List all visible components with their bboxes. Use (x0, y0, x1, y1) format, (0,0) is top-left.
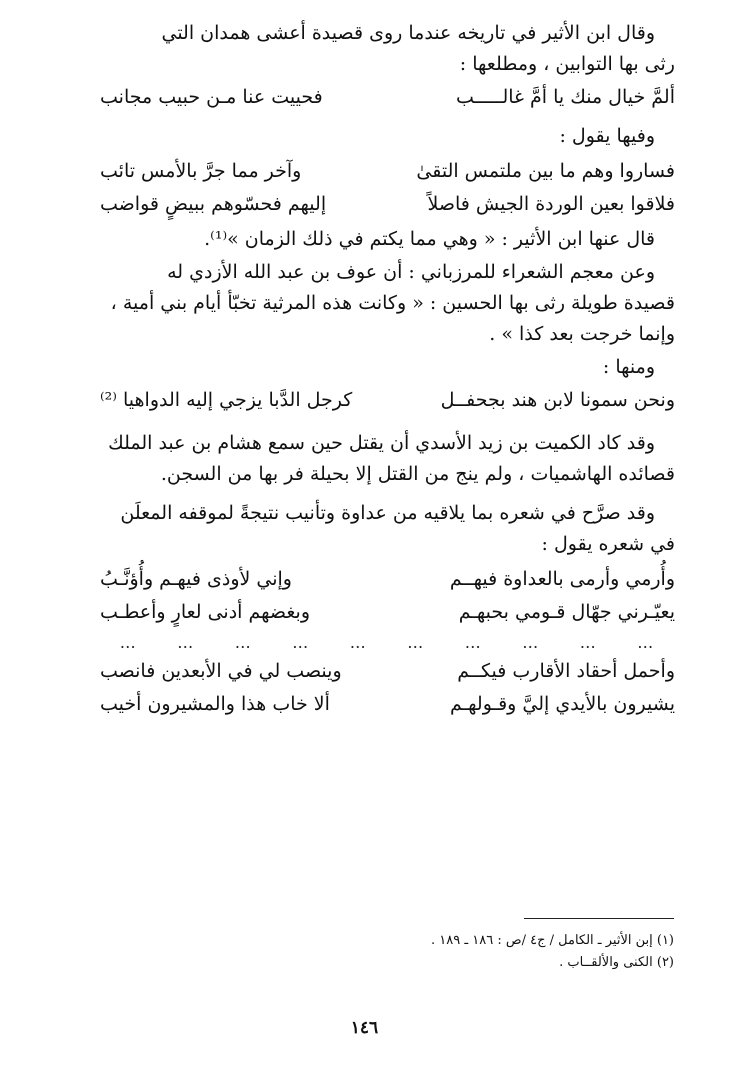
minha-text (100, 352, 675, 383)
paragraph-kumayt-line-2: قصائده الهاشميات ، ولم ينج من القتل إلا بحيلة فر بها من السجن. (160, 463, 675, 485)
paragraph-declaration-line-2: في شعره يقول : (541, 533, 675, 555)
verse-line (100, 82, 675, 113)
verse-second-hemistich: كرجل الدَّبا يزجي إليه الدواهيا ⁽²⁾ (100, 389, 353, 411)
verse-first-hemistich: وأُرمي وأرمى بالعداوة فيهــم (449, 568, 675, 590)
minha-label: ومنها : (602, 356, 655, 378)
paragraph-declaration (100, 498, 675, 560)
intro-paragraph (100, 18, 675, 80)
paragraph-marzubani-line-3: وإنما خرجت بعد كذا » . (489, 323, 675, 345)
page-number: ١٤٦ (350, 1018, 379, 1038)
intro-line-1: وقال ابن الأثير في تاريخه عندما روى قصيدة أعشى همدان التي (161, 22, 655, 44)
verse-group-4 (100, 564, 675, 720)
verse-second-hemistich: وإني لأوذى فيهـم وأُؤنَّـبُ (100, 568, 292, 590)
wafiha-label: وفيها يقول : (559, 125, 655, 147)
ellipsis: … (407, 633, 426, 652)
paragraph-kumayt (100, 428, 675, 490)
verse-first-hemistich: ونحن سمونا لابن هند بجحفــل (440, 389, 675, 411)
paragraph-ibn-athir (100, 224, 675, 255)
footnote-separator (524, 918, 674, 919)
verse-line (100, 156, 675, 187)
footnotes (254, 930, 674, 974)
paragraph-marzubani (100, 257, 675, 350)
verse-line (100, 656, 675, 687)
ellipsis-row (100, 630, 675, 656)
ellipsis: … (637, 633, 656, 652)
verse-second-hemistich: وبغضهم أدنى لعارٍ وأعطـب (100, 601, 311, 623)
paragraph-marzubani-line-1: وعن معجم الشعراء للمرزباني : أن عوف بن عبد الله الأزدي له (167, 261, 655, 283)
verse-first-hemistich: وأحمل أحقاد الأقارب فيكــم (457, 660, 675, 682)
verse-line (100, 597, 675, 628)
verse-group-2 (100, 156, 675, 220)
verse-first-hemistich: فلاقوا بعين الوردة الجيش فاصلاً (427, 193, 675, 215)
wafiha-text (100, 121, 675, 152)
verse-line (100, 189, 675, 220)
verse-line (100, 385, 675, 416)
footnote-1: (١) إبن الأثير ـ الكامل / ج٤ /ص : ١٨٦ ـ ١٨٩ . (430, 933, 674, 948)
verse-second-hemistich: فحييت عنا مـن حبيب مجانب (100, 86, 323, 108)
verse-second-hemistich: وينصب لي في الأبعدين فانصب (100, 660, 342, 682)
verse-second-hemistich: إليهم فحسّوهم ببيضٍ قواضب (100, 193, 327, 215)
verse-second-hemistich: وآخر مما جرَّ بالأمس تائب (100, 160, 302, 182)
verse-line (100, 689, 675, 720)
verse-first-hemistich: يشيرون بالأيدي إليَّ وقـولهـم (449, 693, 675, 715)
paragraph-ibn-athir-text: قال عنها ابن الأثير : « وهي مما يكتم في ذلك الزمان »⁽¹⁾. (204, 228, 655, 250)
paragraph-kumayt-line-1: وقد كاد الكميت بن زيد الأسدي أن يقتل حين سمع هشام بن عبد الملك (108, 432, 655, 454)
paragraph-declaration-line-1: وقد صرَّح في شعره بما يلاقيه من عداوة وتأنيب نتيجةً لموقفه المعلَن (120, 502, 655, 524)
verse-line (100, 564, 675, 595)
ellipsis: … (234, 633, 253, 652)
ellipsis: … (177, 633, 196, 652)
ellipsis: … (349, 633, 368, 652)
intro-line-2: رثى بها التوابين ، ومطلعها : (459, 53, 675, 75)
ellipsis: … (579, 633, 598, 652)
ellipsis: … (464, 633, 483, 652)
verse-first-hemistich: ألمَّ خيال منك يا أمَّ غالـــــب (455, 86, 675, 108)
verse-first-hemistich: يعيّـرني جهّال قـومي بحبهـم (458, 601, 675, 623)
verse-second-hemistich: ألا خاب هذا والمشيرون أخيب (100, 693, 330, 715)
ellipsis: … (292, 633, 311, 652)
footnote-2: (٢) الكنى والألقــاب . (559, 955, 674, 970)
verse-first-hemistich: فساروا وهم ما بين ملتمس التقىٰ (416, 160, 675, 182)
ellipsis: … (119, 633, 138, 652)
paragraph-marzubani-line-2: قصيدة طويلة رثى بها الحسين : « وكانت هذه المرثية تخبّأ أيام بني أمية ، (110, 292, 675, 314)
page-body (100, 18, 675, 724)
ellipsis: … (522, 633, 541, 652)
